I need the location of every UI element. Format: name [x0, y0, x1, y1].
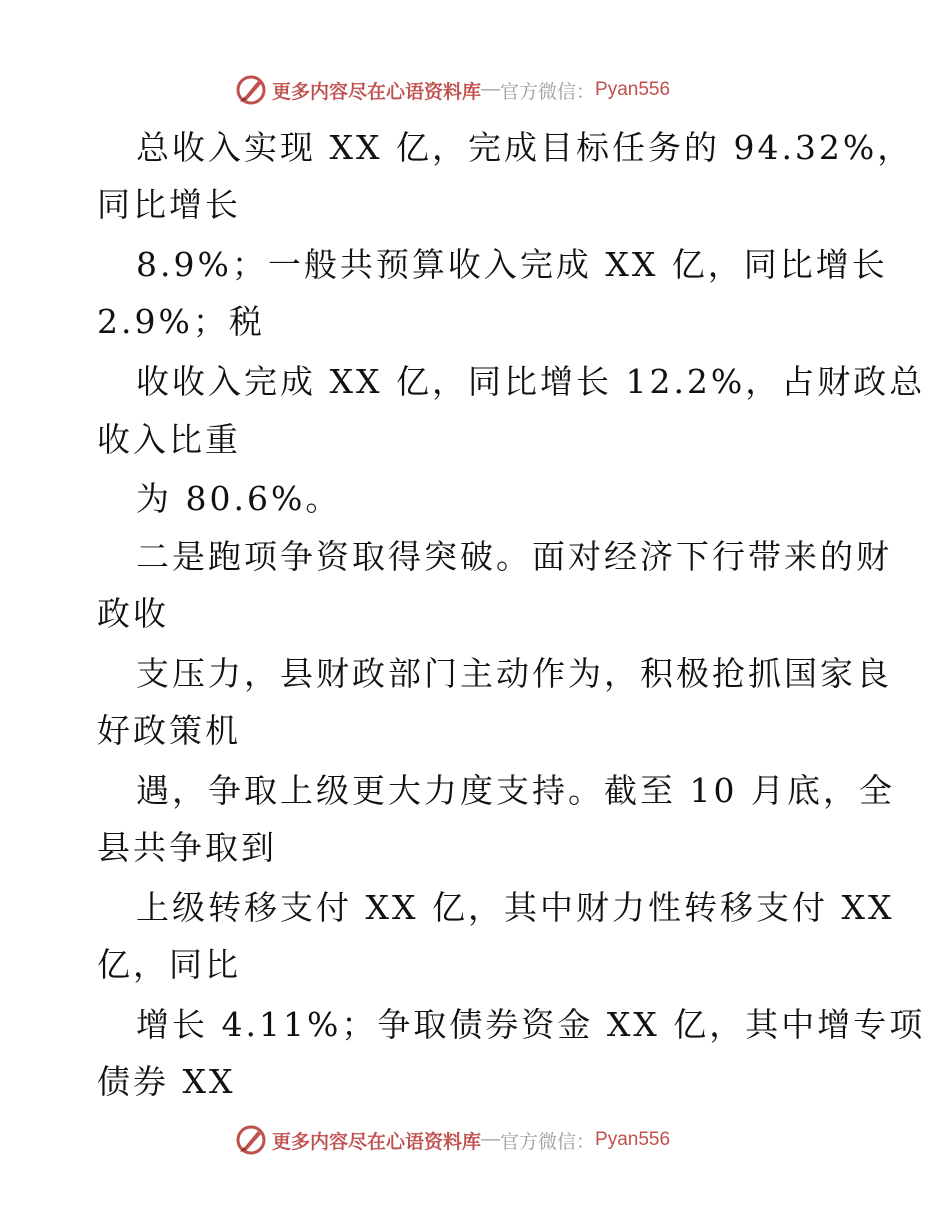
body-line: 好政策机: [97, 711, 241, 750]
body-line: 8.9%；一般共预算收入完成 XX 亿，同比增长: [136, 245, 888, 284]
body-line: 县共争取到: [97, 828, 277, 867]
body-line: 支压力，县财政部门主动作为，积极抢抓国家良: [136, 654, 892, 693]
body-line: 政收: [97, 594, 169, 633]
body-line: 二是跑项争资取得突破。面对经济下行带来的财: [136, 537, 892, 576]
body-line: 同比增长: [97, 185, 241, 224]
quill-pen-circle-icon: [234, 1123, 268, 1157]
banner-dash: —: [481, 79, 501, 100]
banner-wechat-id: Pyan556: [595, 79, 671, 100]
footer-banner: [234, 1122, 670, 1158]
body-line: 为 80.6%。: [136, 479, 342, 518]
body-line: 上级转移支付 XX 亿，其中财力性转移支付 XX: [136, 888, 895, 927]
body-line: 总收入实现 XX 亿，完成目标任务的 94.32%，: [136, 128, 914, 167]
banner-brand-text: 更多内容尽在心语资料库: [272, 1130, 482, 1153]
banner-brand-text: 更多内容尽在心语资料库: [272, 80, 482, 103]
body-line: 遇，争取上级更大力度支持。截至 10 月底，全: [136, 771, 895, 810]
quill-pen-circle-icon: [234, 73, 268, 107]
body-line: 收收入完成 XX 亿，同比增长 12.2%，占财政总: [136, 362, 926, 401]
banner-official-label: 官方微信：: [500, 1130, 596, 1153]
banner-official-label: 官方微信：: [500, 80, 596, 103]
body-line: 亿，同比: [97, 945, 241, 984]
body-line: 债券 XX: [97, 1062, 236, 1101]
body-line: 2.9%；税: [97, 302, 265, 341]
body-line: 增长 4.11%；争取债券资金 XX 亿，其中增专项: [136, 1005, 926, 1044]
banner-dash: —: [481, 1129, 501, 1150]
header-banner: [234, 72, 670, 108]
banner-wechat-id: Pyan556: [595, 1129, 671, 1150]
body-line: 收入比重: [97, 420, 241, 459]
